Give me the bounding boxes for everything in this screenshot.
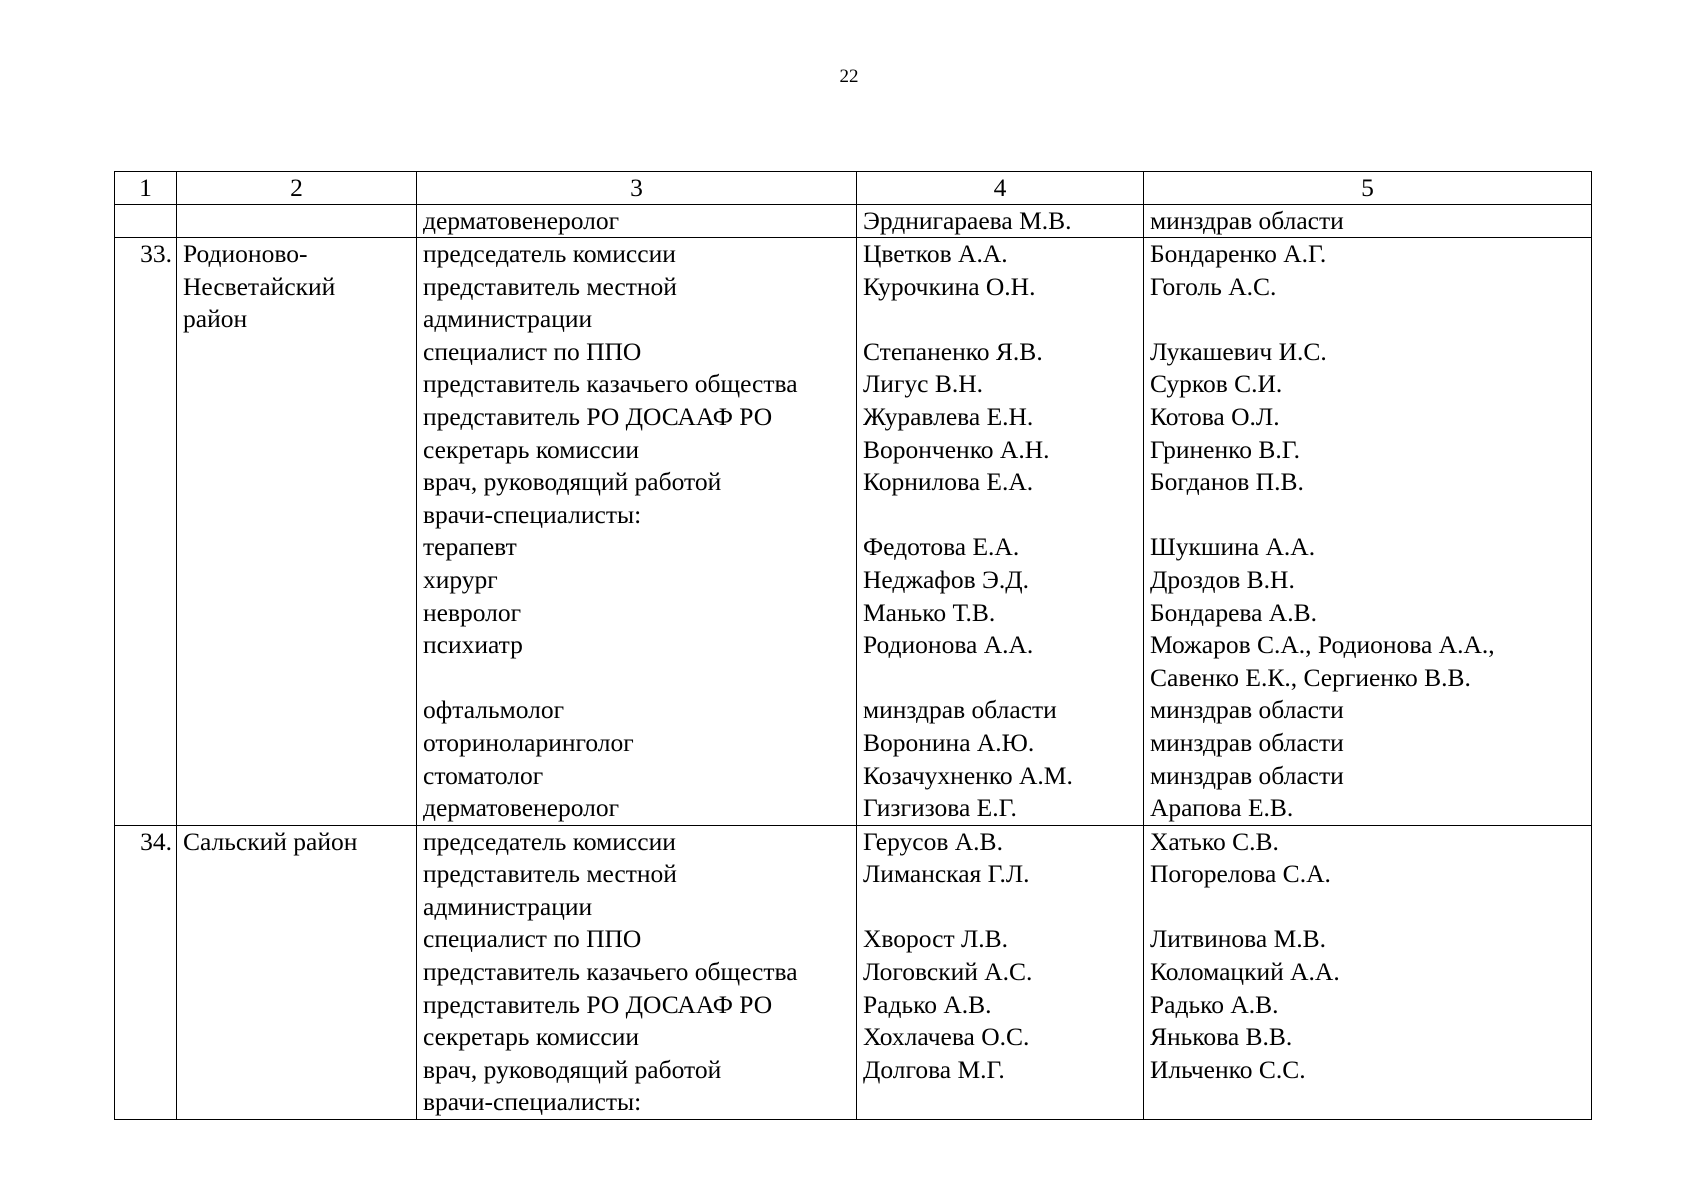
reserve-line: минздрав области [1150, 695, 1344, 725]
reserve-line: Погорелова С.А. [1150, 859, 1331, 889]
member-line: Журавлева Е.Н. [863, 401, 1034, 431]
member-line: Курочкина О.Н. [863, 271, 1036, 301]
reserve-cell: минздрав области [1144, 205, 1592, 238]
member-line: Долгова М.Г. [863, 1054, 1005, 1084]
member-line: Манько Т.В. [863, 597, 996, 627]
role-cell: дерматовенеролог [417, 205, 857, 238]
member-line: Лигус В.Н. [863, 369, 984, 399]
member-line: Воронина А.Ю. [863, 727, 1035, 757]
reserve-line: минздрав области [1150, 760, 1344, 790]
member-cell [857, 825, 1144, 1119]
role-line: председатель комиссии [423, 239, 676, 268]
member-line [863, 1086, 1137, 1119]
role-line: врач, руководящий работой [423, 467, 722, 497]
role-line: администрации [423, 304, 593, 334]
header-cell: 3 [417, 172, 857, 205]
role-line: невролог [423, 597, 522, 627]
member-line: минздрав области [863, 695, 1057, 725]
district-cell [177, 238, 417, 826]
role-line: представитель казачьего общества [423, 957, 798, 987]
reserve-line: Савенко Е.К., Сергиенко В.В. [1150, 662, 1471, 692]
member-line: Цветков А.А. [863, 239, 1008, 268]
member-line: Логовский А.С. [863, 957, 1033, 987]
reserve-line: Богданов П.В. [1150, 467, 1304, 497]
reserve-cell [1144, 825, 1592, 1119]
district-group-row [115, 825, 1592, 1119]
header-row [115, 172, 1592, 205]
reserve-line: Радько А.В. [1150, 989, 1279, 1019]
member-cell [857, 238, 1144, 826]
reserve-line: Сурков С.И. [1150, 369, 1283, 399]
commission-table [114, 171, 1592, 1120]
role-line: секретарь комиссии [423, 1022, 640, 1052]
header-cell: 5 [1144, 172, 1592, 205]
reserve-line: Арапова Е.В. [1150, 793, 1294, 823]
reserve-line [1150, 303, 1585, 336]
district-cell [177, 825, 417, 1119]
role-cell [417, 238, 857, 826]
district-line: район [183, 304, 248, 334]
reserve-cell [1144, 238, 1592, 826]
reserve-line [1150, 891, 1585, 924]
member-line: Гизгизова Е.Г. [863, 793, 1017, 823]
role-line: секретарь комиссии [423, 434, 640, 464]
reserve-line: Бондарева А.В. [1150, 597, 1317, 627]
member-line: Козачухненко А.М. [863, 760, 1073, 790]
role-line: психиатр [423, 630, 523, 660]
role-cell [417, 825, 857, 1119]
district-line: Сальский район [183, 826, 358, 856]
reserve-line: Коломацкий А.А. [1150, 957, 1340, 987]
member-line: Неджафов Э.Д. [863, 564, 1029, 594]
reserve-line: Ильченко С.С. [1150, 1054, 1306, 1084]
reserve-line: Гоголь А.С. [1150, 271, 1277, 301]
page-number: 22 [839, 66, 859, 87]
role-line [423, 662, 850, 695]
role-line: администрации [423, 891, 593, 921]
header-cell: 1 [115, 172, 177, 205]
role-line: врачи-специалисты: [423, 1087, 642, 1117]
continuation-row [115, 205, 1592, 238]
role-line: врач, руководящий работой [423, 1054, 722, 1084]
reserve-line: Гриненко В.Г. [1150, 434, 1300, 464]
member-line: Степаненко Я.В. [863, 336, 1043, 366]
role-line: представитель РО ДОСААФ РО [423, 401, 773, 431]
role-line: оториноларинголог [423, 727, 634, 757]
member-line: Радько А.В. [863, 989, 992, 1019]
member-line: Лиманская Г.Л. [863, 859, 1030, 889]
role-line: хирург [423, 564, 498, 594]
member-line [863, 499, 1137, 532]
district-cell [177, 205, 417, 238]
reserve-line: Янькова В.В. [1150, 1022, 1293, 1052]
header-cell: 4 [857, 172, 1144, 205]
reserve-line: Хатько С.В. [1150, 826, 1279, 856]
role-line: стоматолог [423, 760, 544, 790]
reserve-line: Котова О.Л. [1150, 401, 1280, 431]
role-line: председатель комиссии [423, 826, 676, 856]
row-number: 33. [115, 238, 177, 826]
role-line: представитель местной [423, 271, 677, 301]
reserve-line: минздрав области [1150, 727, 1344, 757]
reserve-line [1150, 1086, 1585, 1119]
member-line: Родионова А.А. [863, 630, 1034, 660]
member-cell: Эрднигараева М.В. [857, 205, 1144, 238]
district-line: Несветайский [183, 271, 336, 301]
role-line: специалист по ППО [423, 336, 642, 366]
reserve-line: Литвинова М.В. [1150, 924, 1326, 954]
role-line: дерматовенеролог [423, 793, 620, 823]
member-line: Хохлачева О.С. [863, 1022, 1030, 1052]
member-line: Федотова Е.А. [863, 532, 1020, 562]
member-line: Герусов А.В. [863, 826, 1003, 856]
member-line [863, 303, 1137, 336]
member-line [863, 891, 1137, 924]
role-line: представитель казачьего общества [423, 369, 798, 399]
member-line: Корнилова Е.А. [863, 467, 1034, 497]
role-line: врачи-специалисты: [423, 499, 642, 529]
reserve-line: Дроздов В.Н. [1150, 564, 1295, 594]
row-number [115, 205, 177, 238]
reserve-line: Можаров С.А., Родионова А.А., [1150, 630, 1495, 660]
role-line: специалист по ППО [423, 924, 642, 954]
district-group-row [115, 238, 1592, 826]
reserve-line [1150, 499, 1585, 532]
header-cell: 2 [177, 172, 417, 205]
reserve-line: Лукашевич И.С. [1150, 336, 1327, 366]
role-line: представитель РО ДОСААФ РО [423, 989, 773, 1019]
member-line: Хворост Л.В. [863, 924, 1009, 954]
district-line: Родионово- [183, 239, 308, 268]
reserve-line: Шукшина А.А. [1150, 532, 1316, 562]
role-line: терапевт [423, 532, 517, 562]
member-line [863, 662, 1137, 695]
role-line: офтальмолог [423, 695, 565, 725]
row-number: 34. [115, 825, 177, 1119]
role-line: представитель местной [423, 859, 677, 889]
member-line: Воронченко А.Н. [863, 434, 1050, 464]
reserve-line: Бондаренко А.Г. [1150, 239, 1327, 268]
